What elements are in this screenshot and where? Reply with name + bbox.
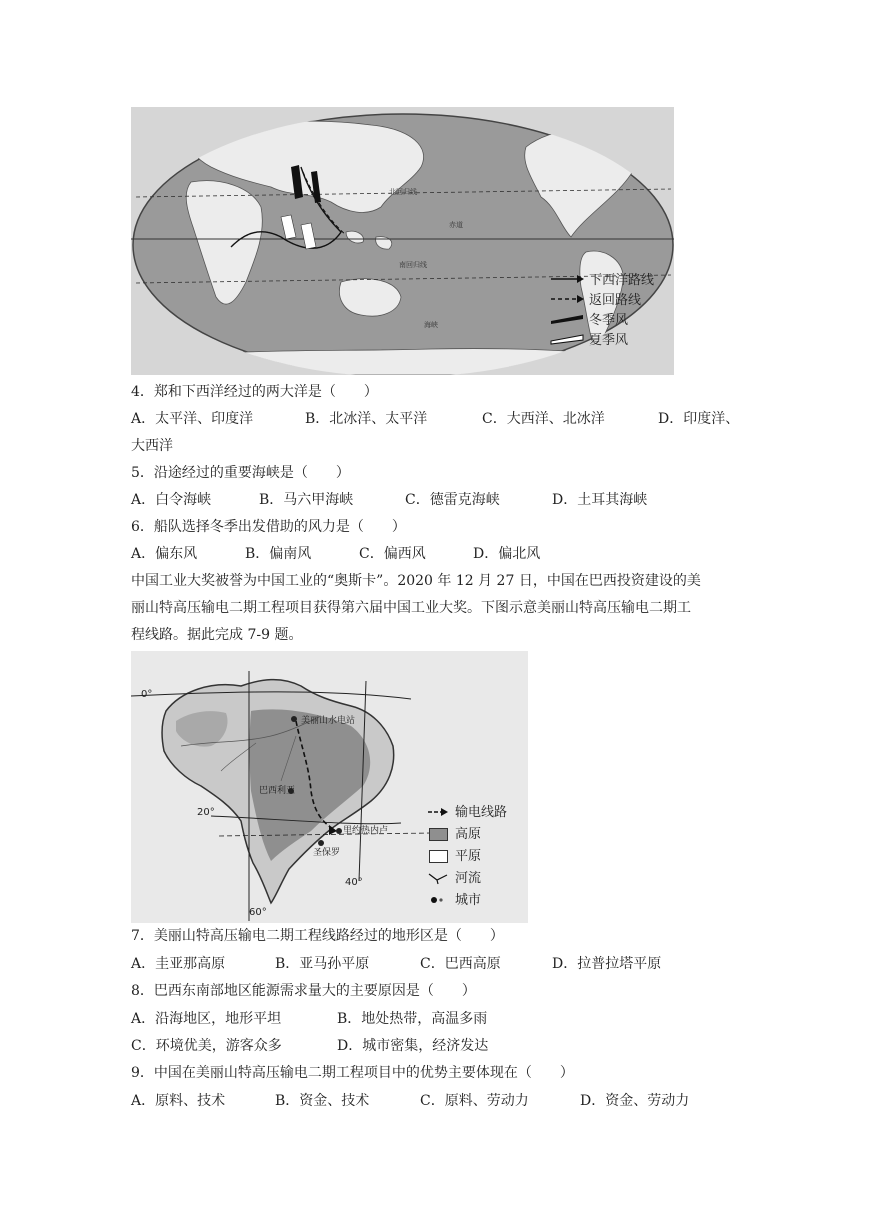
legend-plain: 平原 xyxy=(455,849,482,864)
q6-option-d: D．偏北风 xyxy=(473,546,541,562)
label-tropic-cancer: 北回归线 xyxy=(389,188,417,196)
q4-option-a: A．太平洋、印度洋 xyxy=(131,411,254,427)
q5-stem: 5．沿途经过的重要海峡是（ ） xyxy=(131,465,350,481)
q4-option-b: B．北冰洋、太平洋 xyxy=(305,411,428,427)
legend-route: 下西洋路线 xyxy=(589,273,655,288)
route-arrow-icon xyxy=(549,273,585,285)
label-equator: 赤道 xyxy=(449,221,463,229)
brazil-map-legend xyxy=(427,801,527,911)
plateau-swatch-icon xyxy=(429,828,448,841)
q8-option-d: D．城市密集，经济发达 xyxy=(337,1038,489,1054)
transmission-line-icon xyxy=(427,806,449,818)
q5-option-b: B．马六甲海峡 xyxy=(259,492,354,508)
passage-line-3: 程线路。据此完成 7-9 题。 xyxy=(131,627,303,643)
world-map-figure xyxy=(131,107,674,375)
q7-option-c: C．巴西高原 xyxy=(420,956,501,972)
q6-option-b: B．偏南风 xyxy=(245,546,312,562)
label-brasilia: 巴西利亚 xyxy=(259,786,296,796)
q5-option-d: D．土耳其海峡 xyxy=(552,492,648,508)
q7-stem: 7．美丽山特高压输电二期工程线路经过的地形区是（ ） xyxy=(131,928,504,944)
world-map-legend xyxy=(549,269,669,349)
label-belo-monte: 美丽山水电站 xyxy=(301,716,356,726)
summer-monsoon-icon xyxy=(549,333,585,345)
q8-option-a: A．沿海地区，地形平坦 xyxy=(131,1011,282,1027)
q7-option-d: D．拉普拉塔平原 xyxy=(552,956,662,972)
label-sao-paulo: 圣保罗 xyxy=(313,848,341,858)
label-lon-60: 60° xyxy=(249,907,267,918)
city-icon xyxy=(427,894,449,906)
q6-option-a: A．偏东风 xyxy=(131,546,198,562)
q9-stem: 9．中国在美丽山特高压输电二期工程项目中的优势主要体现在（ ） xyxy=(131,1065,574,1081)
winter-monsoon-icon xyxy=(549,313,585,325)
passage-line-2: 丽山特高压输电二期工程项目获得第六届中国工业大奖。下图示意美丽山特高压输电二期工 xyxy=(131,600,691,616)
legend-return: 返回路线 xyxy=(589,293,642,308)
q4-option-d: D．印度洋、 xyxy=(658,411,740,427)
legend-winter: 冬季风 xyxy=(589,313,629,328)
q8-option-c: C．环境优美，游客众多 xyxy=(131,1038,282,1054)
q8-stem: 8．巴西东南部地区能源需求量大的主要原因是（ ） xyxy=(131,983,476,999)
legend-line: 输电线路 xyxy=(455,805,508,820)
legend-river: 河流 xyxy=(455,871,482,886)
plain-swatch-icon xyxy=(429,850,448,863)
q8-option-b: B．地处热带，高温多雨 xyxy=(337,1011,488,1027)
river-icon xyxy=(427,871,449,885)
q4-stem: 4．郑和下西洋经过的两大洋是（ ） xyxy=(131,384,378,400)
label-lat-0: 0° xyxy=(141,689,153,700)
legend-city: 城市 xyxy=(455,893,482,908)
q5-option-a: A．白令海峡 xyxy=(131,492,212,508)
q4-option-c: C．大西洋、北冰洋 xyxy=(482,411,605,427)
q4-option-d-cont: 大西洋 xyxy=(131,438,173,454)
q5-option-c: C．德雷克海峡 xyxy=(405,492,500,508)
q9-option-a: A．原料、技术 xyxy=(131,1093,226,1109)
q9-option-c: C．原料、劳动力 xyxy=(420,1093,529,1109)
label-tropic-capricorn: 南回归线 xyxy=(399,261,427,269)
q9-option-b: B．资金、技术 xyxy=(275,1093,370,1109)
return-arrow-icon xyxy=(549,293,585,305)
label-lon-40: 40° xyxy=(345,877,363,888)
label-rio: 里约热内卢 xyxy=(343,826,389,836)
passage-line-1: 中国工业大奖被誉为中国工业的“奥斯卡”。2020 年 12 月 27 日，中国在巴西投资建设的美 xyxy=(131,573,701,589)
q6-option-c: C．偏西风 xyxy=(359,546,426,562)
q9-option-d: D．资金、劳动力 xyxy=(580,1093,690,1109)
legend-plateau: 高原 xyxy=(455,827,482,842)
q7-option-b: B．亚马孙平原 xyxy=(275,956,370,972)
legend-summer: 夏季风 xyxy=(589,333,629,348)
label-strait: 海峡 xyxy=(424,321,438,329)
q7-option-a: A．圭亚那高原 xyxy=(131,956,226,972)
q6-stem: 6．船队选择冬季出发借助的风力是（ ） xyxy=(131,519,406,535)
label-lat-20: 20° xyxy=(197,807,215,818)
brazil-map-figure xyxy=(131,651,528,923)
